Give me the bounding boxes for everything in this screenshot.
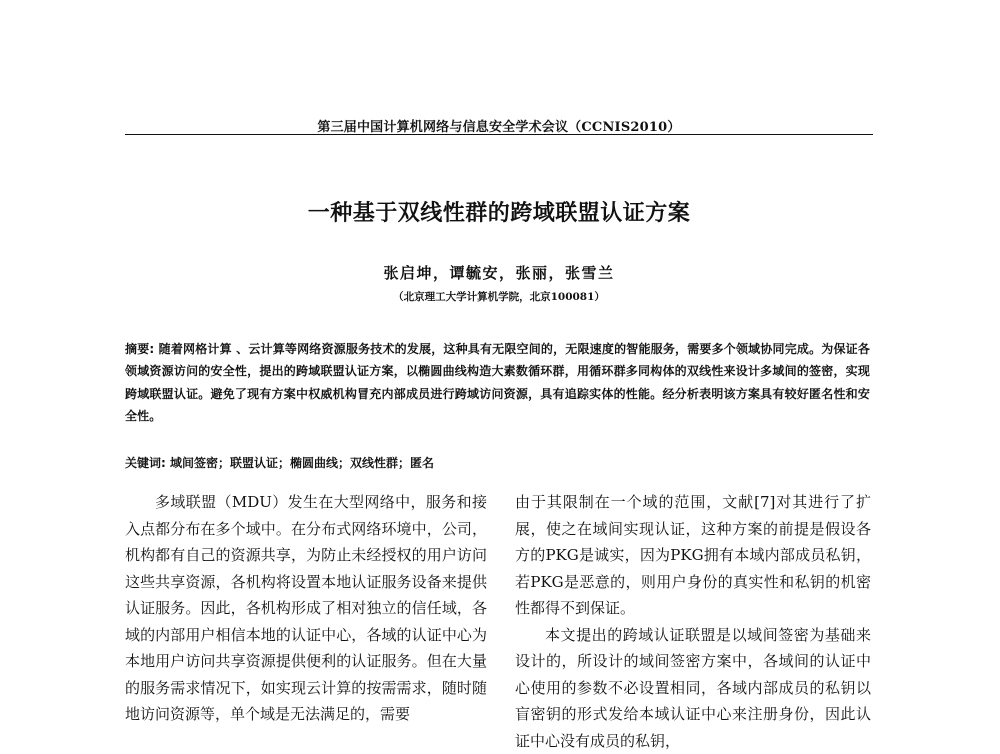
left-paragraph-1: 多域联盟（MDU）发生在大型网络中，服务和接入点都分布在多个域中。在分布式网络环境中，公司，机构都有自己的资源共享，为防止未经授权的用户访问这些共享资源，各机构将设置本地认证服务设备来提供认证服务。因此，各机构形成了相对独立的信任域，各域的内部用户相信本地的认证中心，各域的认证中心为本地用户访问共享资源提供便利的认证服务。但在大量的服务需求情况下，如实现云计算的按需需求，随时随地访问资源等，单个域是无法满足的，需要 <box>125 489 487 728</box>
abstract-text: 随着网格计算 、云计算等网络资源服务技术的发展，这种具有无限空间的，无限速度的智能服务，需要多个领域协同完成。为保证各领域资源访问的安全性，提出的跨域联盟认证方案，以椭圆曲线构造大素数循环群，用循环群多同构体的双线性来设计多域间的签密，实现跨域联盟认证。避免了现有方案中权威机构冒充内部成员进行跨域访问资源，具有追踪实体的性能。经分析表明该方案具有较好匿名性和安全性。 <box>125 342 870 423</box>
keywords-label: 关键词: <box>125 456 166 470</box>
affiliation: （北京理工大学计算机学院，北京100081） <box>125 289 873 304</box>
running-head: 第三届中国计算机网络与信息安全学术会议（CCNIS2010） <box>125 116 873 135</box>
author-list: 张启坤，谭毓安，张丽，张雪兰 <box>125 262 873 283</box>
paper-title: 一种基于双线性群的跨域联盟认证方案 <box>125 196 873 227</box>
body-right-column <box>515 489 871 754</box>
right-paragraph-2: 本文提出的跨域认证联盟是以域间签密为基础来设计的，所设计的域间签密方案中，各域间的认证中心使用的参数不必设置相同，各域内部成员的私钥以盲密钥的形式发给本域认证中心来注册身份，因此认证中心没有成员的私钥， <box>515 622 871 754</box>
abstract <box>125 338 870 427</box>
keywords <box>125 452 870 474</box>
right-paragraph-1: 由于其限制在一个域的范围，文献[7]对其进行了扩展，使之在域间实现认证，这种方案的前提是假设各方的PKG是诚实，因为PKG拥有本域内部成员私钥，若PKG是恶意的，则用户身份的真实性和私钥的机密性都得不到保证。 <box>515 489 871 622</box>
header-rule <box>125 134 873 135</box>
body-left-column <box>125 489 487 728</box>
abstract-label: 摘要: <box>125 342 154 356</box>
keywords-text: 域间签密；联盟认证；椭圆曲线；双线性群；匿名 <box>166 456 434 470</box>
